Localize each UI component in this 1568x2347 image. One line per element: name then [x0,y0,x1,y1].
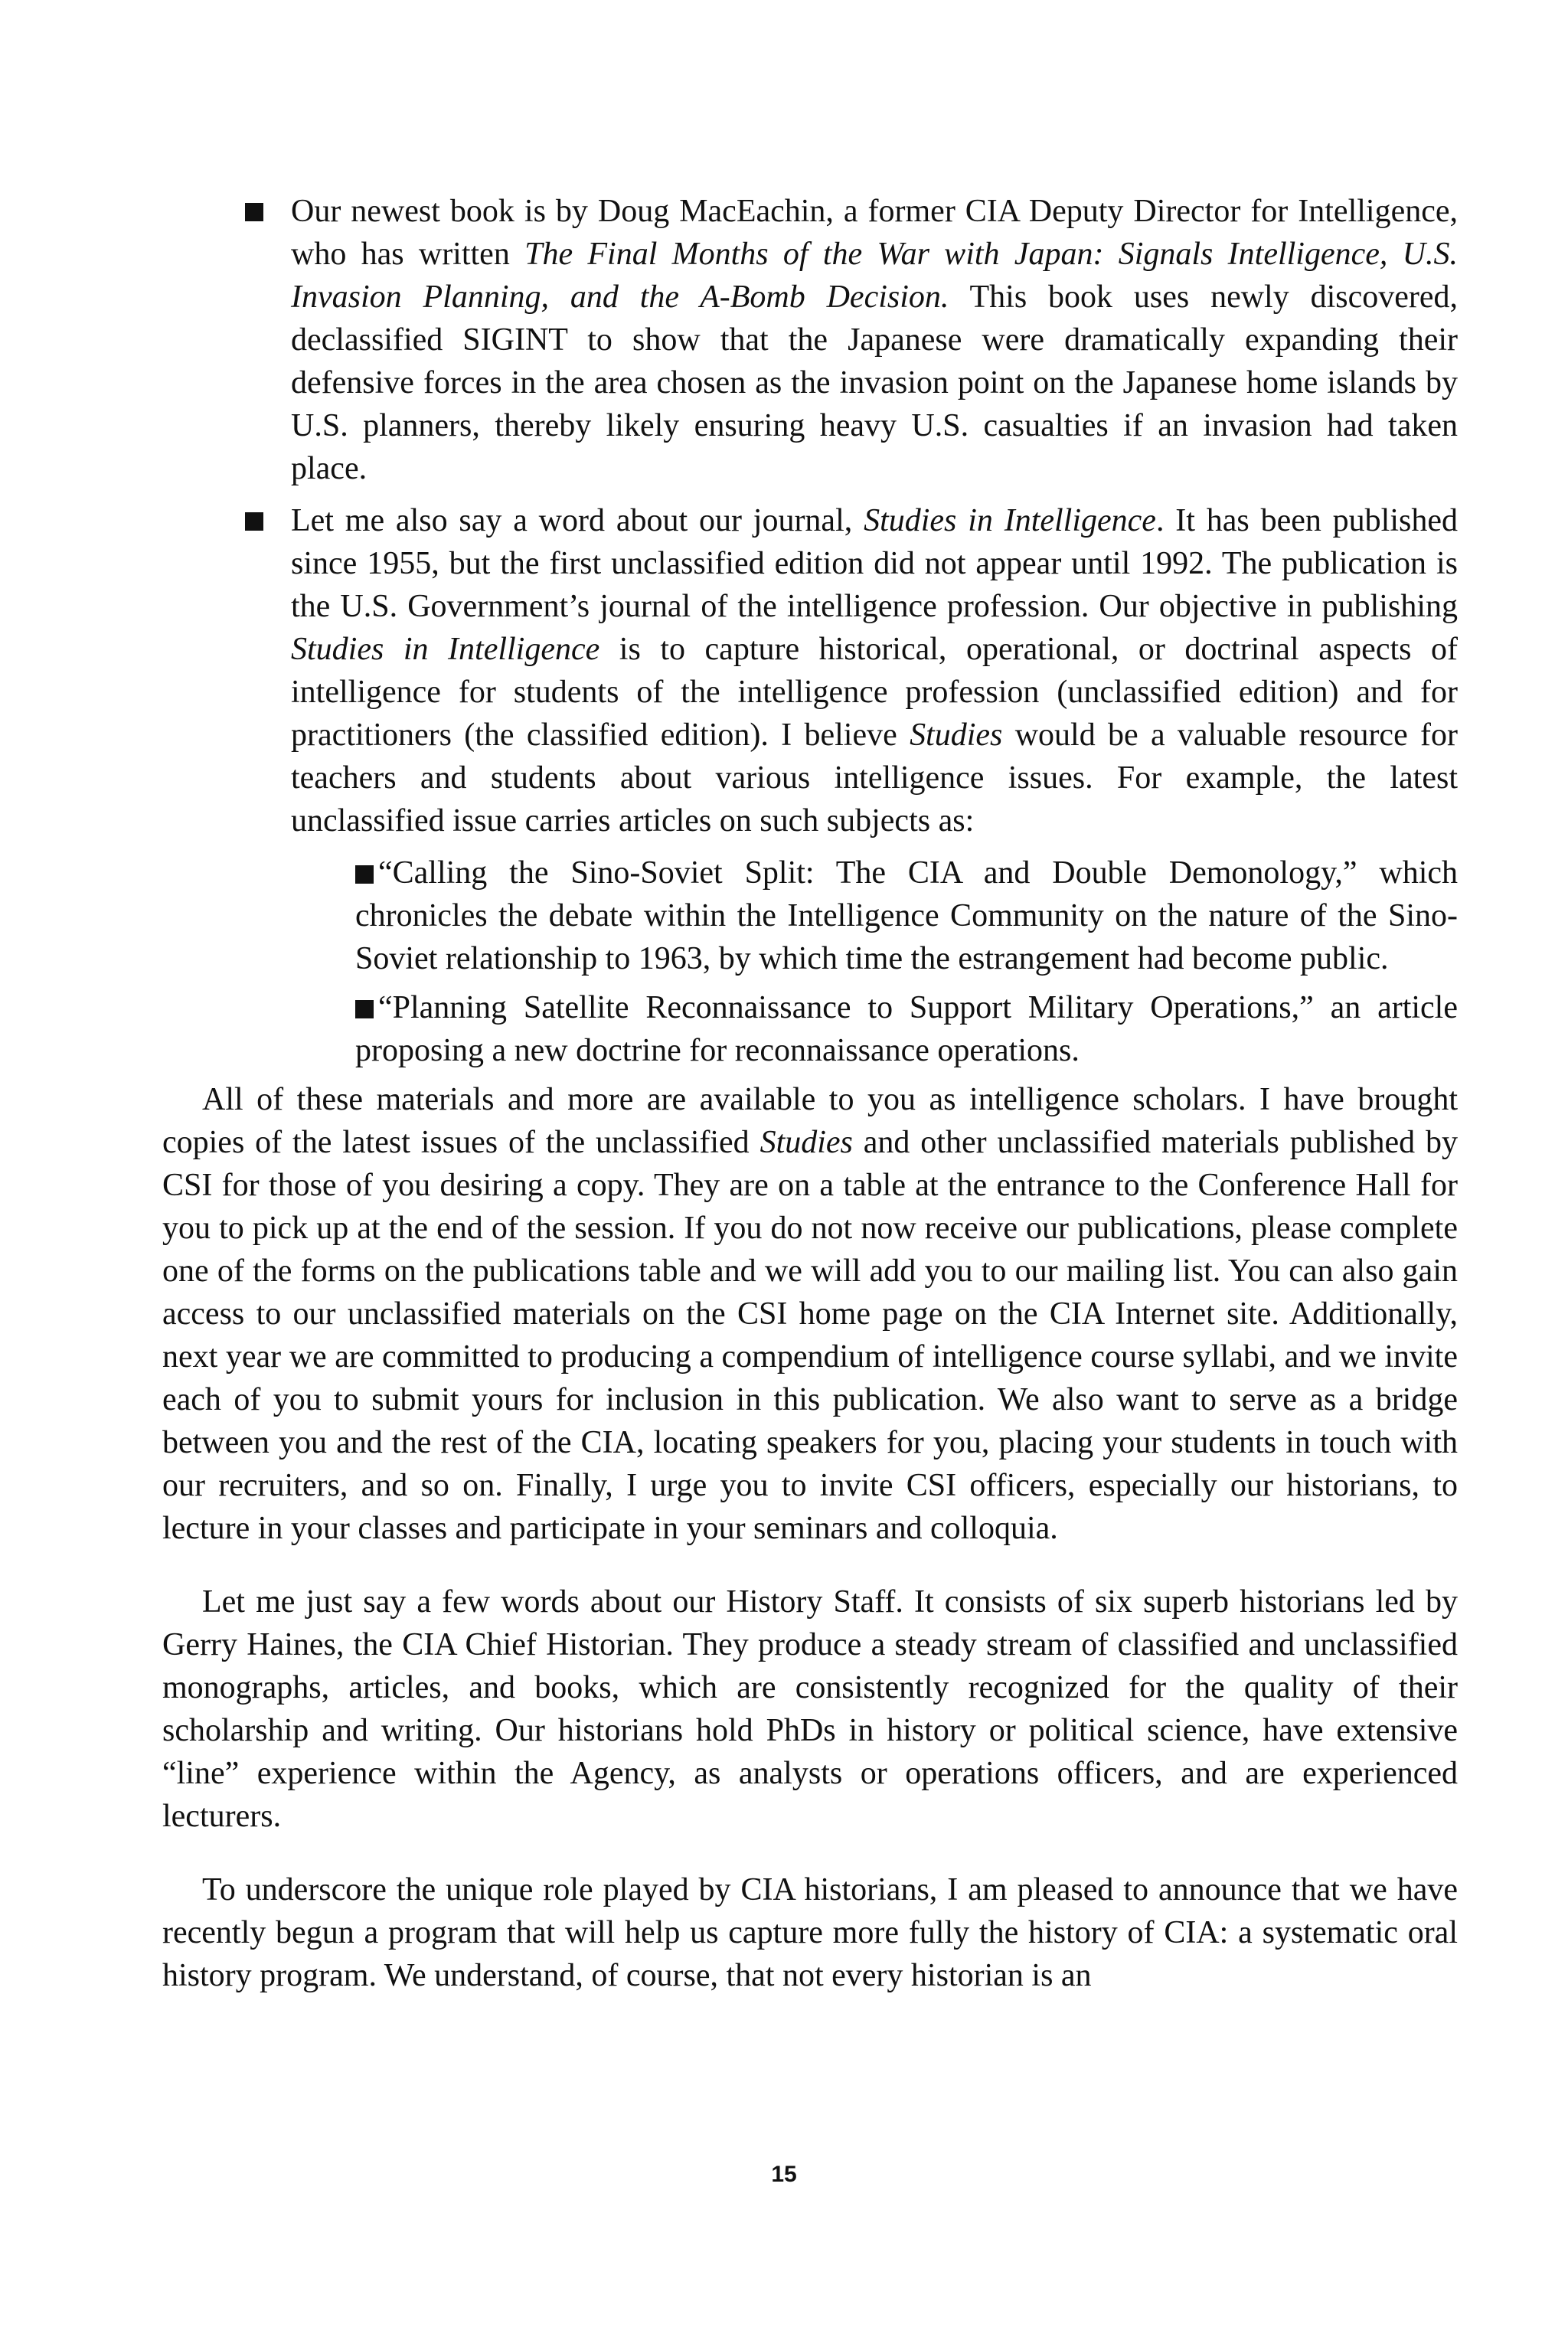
paragraph-text: All of these materials and more are available to you as intelligence scholars. I have brought copies of the latest issues of the unclassified [162,1082,1458,1160]
paragraph-history-staff: Let me just say a few words about our History Staff. It consists of six superb historians led by Gerry Haines, the CIA Chief Historian. They produce a steady stream of classified and unclassified monographs, articles, and books, which are consistently recognized for the quality of their scholarship and writing. Our historians hold PhDs in history or political science, have extensive “line” experience within the Agency, as analysts or operations officers, and are experienced lecturers. [162,1584,1458,1834]
square-bullet-icon [245,512,263,531]
journal-title: Studies in Intelligence [291,632,600,667]
bullet-text: Let me also say a word about our journal, [291,503,864,538]
bullet-text: This book uses newly discovered, declassified SIGINT to show that the Japanese were dramatically expanding their defensive forces in the area chosen as the invasion point on the Japanese home islands by U.S. planners, thereby likely ensuring heavy U.S. casualties if an invasion had taken place. [291,279,1458,486]
document-body [162,190,1458,1997]
sub-bullet-text: “Calling the Sino-Soviet Split: The CIA and Double Demonology,” which chronicles the debate within the Intelligence Community on the nature of the Sino-Soviet relationship to 1963, by which time the estrangement had become public. [355,855,1458,976]
journal-title: Studies [910,718,1003,753]
book-title: The Final Months of the War with Japan: Signals Intelligence, U.S. Invasion Planning, and the A-Bomb Decision. [291,237,1458,315]
bullet-text: would be a valuable resource for teachers and students about various intelligence issues. For example, the latest unclassified issue carries articles on such subjects as: [291,718,1458,838]
bullet-item-journal [162,499,1458,842]
bullet-text: is to capture historical, operational, or doctrinal aspects of intelligence for students of the intelligence profession (unclassified edition) and for practitioners (the classified edition). I believe [291,632,1458,753]
square-bullet-icon [355,1000,374,1018]
sub-bullet-sino-soviet [162,852,1458,980]
journal-title: Studies in Intelligence [864,503,1156,538]
page-number: 15 [771,2162,797,2187]
paragraph-text: and other unclassified materials published by CSI for those of you desiring a copy. They are on a table at the entrance to the Conference Hall for you to pick up at the end of the session. If you do not now receive our publications, please complete one of the forms on the publications table and we will add you to our mailing list. You can also gain access to our unclassified materials on the CSI home page on the CIA Internet site. Additionally, next year we are committed to producing a compendium of intelligence course syllabi, and we invite each of you to submit yours for inclusion in this publication. We also want to serve as a bridge between you and the rest of the CIA, locating speakers for you, placing your students in touch with our recruiters, and so on. Finally, I urge you to invite CSI officers, especially our historians, to lecture in your classes and participate in your seminars and colloquia. [162,1125,1458,1546]
square-bullet-icon [245,203,263,221]
sub-bullet-text: “Planning Satellite Reconnaissance to Support Military Operations,” an article proposing a new doctrine for reconnaissance operations. [355,990,1458,1068]
paragraph-materials [162,1078,1458,1550]
square-bullet-icon [355,865,374,884]
bullet-text: Our newest book is by Doug MacEachin, a former CIA Deputy Director for Intelligence, who has written [291,194,1458,272]
journal-title: Studies [760,1125,853,1160]
bullet-item-newest-book [162,190,1458,490]
sub-bullet-satellite [162,986,1458,1072]
bullet-text: . It has been published since 1955, but the first unclassified edition did not appear until 1992. The publication is the U.S. Government’s journal of the intelligence profession. Our objective in publishing [291,503,1459,624]
paragraph-oral-history: To underscore the unique role played by CIA historians, I am pleased to announce that we have recently begun a program that will help us capture more fully the history of CIA: a systematic oral history program. We understand, of course, that not every historian is an [162,1872,1458,1993]
